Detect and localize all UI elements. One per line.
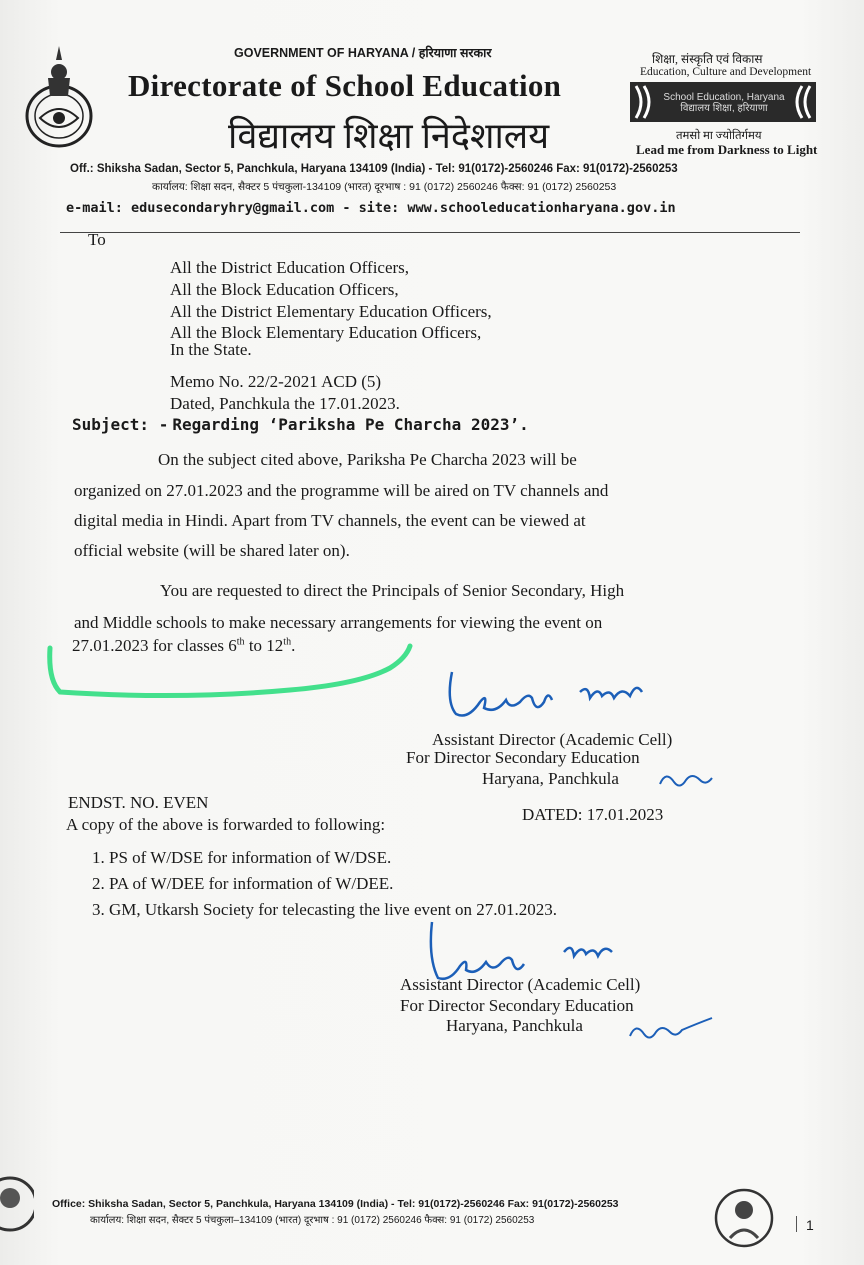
paragraph-line: digital media in Hindi. Apart from TV channels, the event can be viewed at — [74, 511, 586, 530]
addressee-line: All the District Education Officers, — [170, 258, 410, 277]
signatory-title: Assistant Director (Academic Cell) — [432, 730, 673, 749]
signatory-place: Haryana, Panchkula — [482, 769, 619, 788]
email-site-line: e-mail: edusecondaryhry@gmail.com - site: www.schooleducationharyana.gov.in — [66, 200, 676, 216]
tagline-english: Education, Culture and Development — [640, 66, 812, 78]
paragraph-line-classes: 27.01.2023 for classes 6th to 12th. — [72, 636, 296, 655]
memo-date: Dated, Panchkula the 17.01.2023. — [170, 394, 400, 413]
motto-english: Lead me from Darkness to Light — [636, 142, 818, 157]
signatory-title: Assistant Director (Academic Cell) — [400, 975, 641, 994]
paragraph-line: On the subject cited above, Pariksha Pe Charcha 2023 will be — [158, 450, 577, 469]
paragraph-line: official website (will be shared later on). — [74, 541, 350, 560]
badge-text: School Education, Haryana विद्यालय शिक्षा, हरियाणा — [663, 92, 785, 114]
signatory-office: For Director Secondary Education — [406, 748, 640, 767]
signature-icon — [440, 662, 660, 724]
subject-text: Regarding ‘Pariksha Pe Charcha 2023’. — [172, 415, 529, 434]
page-number: 1 — [806, 1217, 814, 1233]
office-address-hindi: कार्यालय: शिक्षा सदन, सैक्टर 5 पंचकुला-134109 (भारत) दूरभाष : 91 (0172) 2560246 फैक्स: 91 (0172) 2560253 — [152, 181, 617, 193]
header-divider — [60, 232, 800, 233]
addressee-line: All the Block Elementary Education Officers, — [170, 323, 482, 342]
endorsement-date: DATED: 17.01.2023 — [522, 805, 664, 824]
subject-label: Subject: - — [72, 415, 169, 434]
addressee-line: In the State. — [170, 340, 252, 359]
highlighter-mark — [40, 640, 420, 710]
paragraph-line: and Middle schools to make necessary arrangements for viewing the event on — [74, 613, 603, 632]
footer-address: Office: Shiksha Sadan, Sector 5, Panchkula, Haryana 134109 (India) - Tel: 91(0172)-2560246 Fax: 91(0172)-2560253 — [52, 1198, 619, 1210]
signatory-place: Haryana, Panchkula — [446, 1016, 583, 1035]
addressee-line: All the Block Education Officers, — [170, 280, 399, 299]
initials-icon — [626, 1014, 716, 1048]
addressee-line: All the District Elementary Education Officers, — [170, 302, 492, 321]
subject-line — [72, 415, 529, 435]
office-address: Off.: Shiksha Sadan, Sector 5, Panchkula, Haryana 134109 (India) - Tel: 91(0172)-2560246 Fax: 91(0172)-2560253 — [70, 163, 678, 175]
signatory-office: For Director Secondary Education — [400, 996, 634, 1015]
government-line: GOVERNMENT OF HARYANA / हरियाणा सरकार — [234, 46, 492, 60]
tagline-hindi: शिक्षा, संस्कृति एवं विकास — [652, 52, 763, 66]
footer-logo-left-icon — [0, 1168, 34, 1242]
copy-list-item: 1. PS of W/DSE for information of W/DSE. — [92, 848, 392, 867]
to-label: To — [88, 230, 106, 249]
copy-list-item: 2. PA of W/DEE for information of W/DEE. — [92, 874, 394, 893]
footer-address-hindi: कार्यालय: शिक्षा सदन, सैक्टर 5 पंचकुला–134109 (भारत) दूरभाष : 91 (0172) 2560246 फैक्स: 91 (0172) 2560253 — [90, 1215, 535, 1226]
motto-hindi: तमसो मा ज्योतिर्गमय — [676, 130, 762, 142]
memo-number: Memo No. 22/2-2021 ACD (5) — [170, 372, 382, 391]
paragraph-line: organized on 27.01.2023 and the programme will be aired on TV channels and — [74, 481, 609, 500]
copy-forward-line: A copy of the above is forwarded to following: — [66, 815, 386, 834]
directorate-title-hindi: विद्यालय शिक्षा निदेशालय — [228, 116, 550, 156]
initials-icon — [656, 766, 716, 792]
footer-logo-right-icon — [712, 1176, 776, 1258]
paragraph-line: You are requested to direct the Principals of Senior Secondary, High — [160, 581, 625, 600]
haryana-emblem-icon — [18, 40, 100, 152]
copy-list-item: 3. GM, Utkarsh Society for telecasting the live event on 27.01.2023. — [92, 900, 558, 919]
directorate-title: Directorate of School Education — [128, 68, 562, 103]
endorsement-number: ENDST. NO. EVEN — [68, 793, 209, 812]
page-number-divider — [796, 1216, 797, 1232]
